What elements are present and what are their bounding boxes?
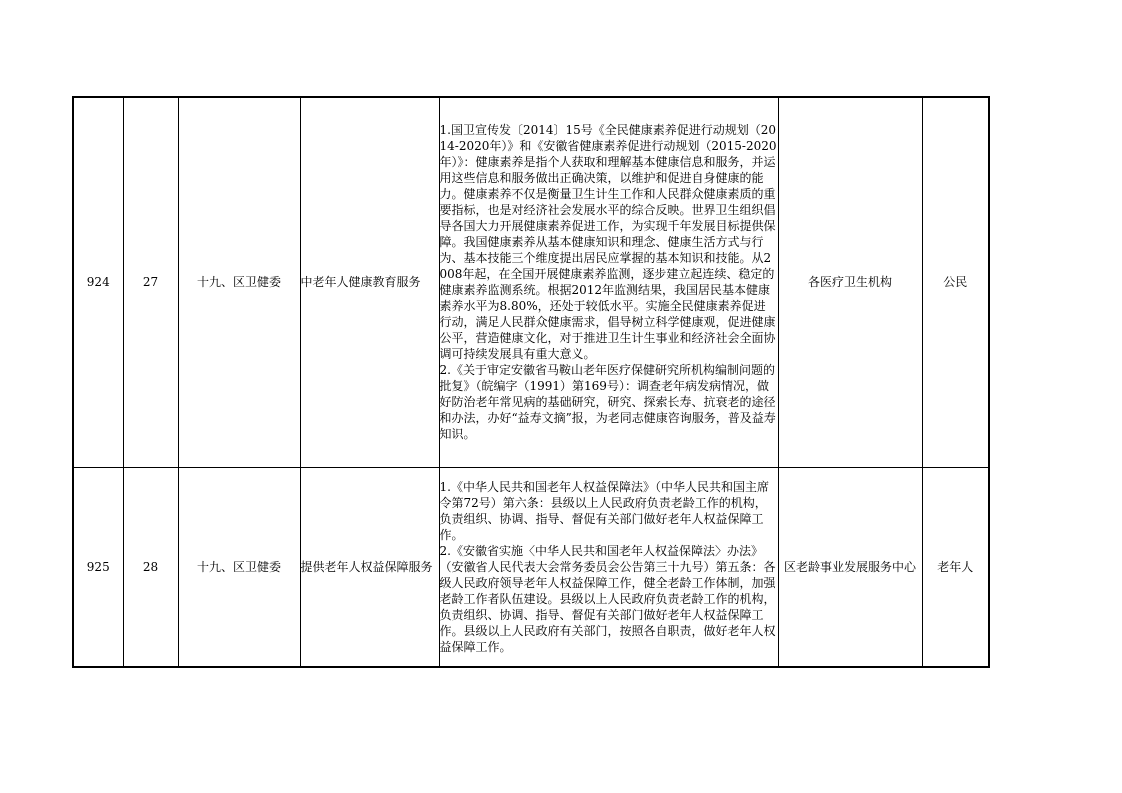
department-cell: 十九、区卫健委 xyxy=(178,97,300,467)
table-row xyxy=(73,97,989,467)
seq-cell: 925 xyxy=(73,467,123,667)
legal-basis-paragraph: 1.《中华人民共和国老年人权益保障法》（中华人民共和国主席令第72号）第六条：县级以上人民政府负责老龄工作的机构，负责组织、协调、指导、督促有关部门做好老年人权益保障工作。 xyxy=(439,479,769,542)
service-table xyxy=(72,96,990,668)
item-number-cell: 27 xyxy=(123,97,178,467)
provider-agency-cell: 各医疗卫生机构 xyxy=(778,97,922,467)
seq-cell: 924 xyxy=(73,97,123,467)
legal-basis-cell xyxy=(439,97,778,467)
item-number-cell: 28 xyxy=(123,467,178,667)
legal-basis-paragraph: 1.国卫宣传发〔2014〕15号《全民健康素养促进行动规划（2014-2020年）》和《安徽省健康素养促进行动规划（2015-2020年）》：健康素养是指个人获取和理解基本健康信息和服务，并运用这些信息和服务做出正确决策，以维护和促进自身健康的能力。健康素养不仅是衡量卫生计生工作和人民群众健康素质的重要指标，也是对经济社会发展水平的综合反映。世界卫生组织倡导各国大力开展健康素养促进工作，为实现千年发展目标提供保障。我国健康素养从基本健康知识和理念、健康生活方式与行为、基本技能三个维度提出居民应掌握的基本知识和技能。从2008年起，在全国开展健康素养监测，逐步建立起连续、稳定的健康素养监测系统。根据2012年监测结果，我国居民基本健康素养水平为8.80%，还处于较低水平。实施全民健康素养促进行动，满足人民群众健康需求，倡导树立科学健康观，促进健康公平，营造健康文化，对于推进卫生计生事业和经济社会全面协调可持续发展具有重大意义。 xyxy=(439,123,777,362)
service-target-cell: 老年人 xyxy=(922,467,989,667)
service-target-cell: 公民 xyxy=(922,97,989,467)
legal-basis-cell xyxy=(439,467,778,667)
legal-basis-paragraph: 2.《关于审定安徽省马鞍山老年医疗保健研究所机构编制问题的批复》（皖编字（1991）第169号）：调查老年病发病情况，做好防治老年常见病的基础研究，研究、探索长寿、抗衰老的途径和办法，办好“益寿文摘”报，为老同志健康咨询服务，普及益寿知识。 xyxy=(439,363,776,442)
legal-basis-paragraph: 2.《安徽省实施〈中华人民共和国老年人权益保障法〉办法》（安徽省人民代表大会常务委员会公告第三十九号）第五条：各级人民政府领导老年人权益保障工作，健全老龄工作体制，加强老龄工作者队伍建设。县级以上人民政府负责老龄工作的机构，负责组织、协调、指导、督促有关部门做好老年人权益保障工作。县级以上人民政府有关部门，按照各自职责，做好老年人权益保障工作。 xyxy=(439,543,776,654)
service-name-cell: 提供老年人权益保障服务 xyxy=(300,467,439,667)
provider-agency-cell: 区老龄事业发展服务中心 xyxy=(778,467,922,667)
table-row xyxy=(73,467,989,667)
service-name-cell: 中老年人健康教育服务 xyxy=(300,97,439,467)
department-cell: 十九、区卫健委 xyxy=(178,467,300,667)
